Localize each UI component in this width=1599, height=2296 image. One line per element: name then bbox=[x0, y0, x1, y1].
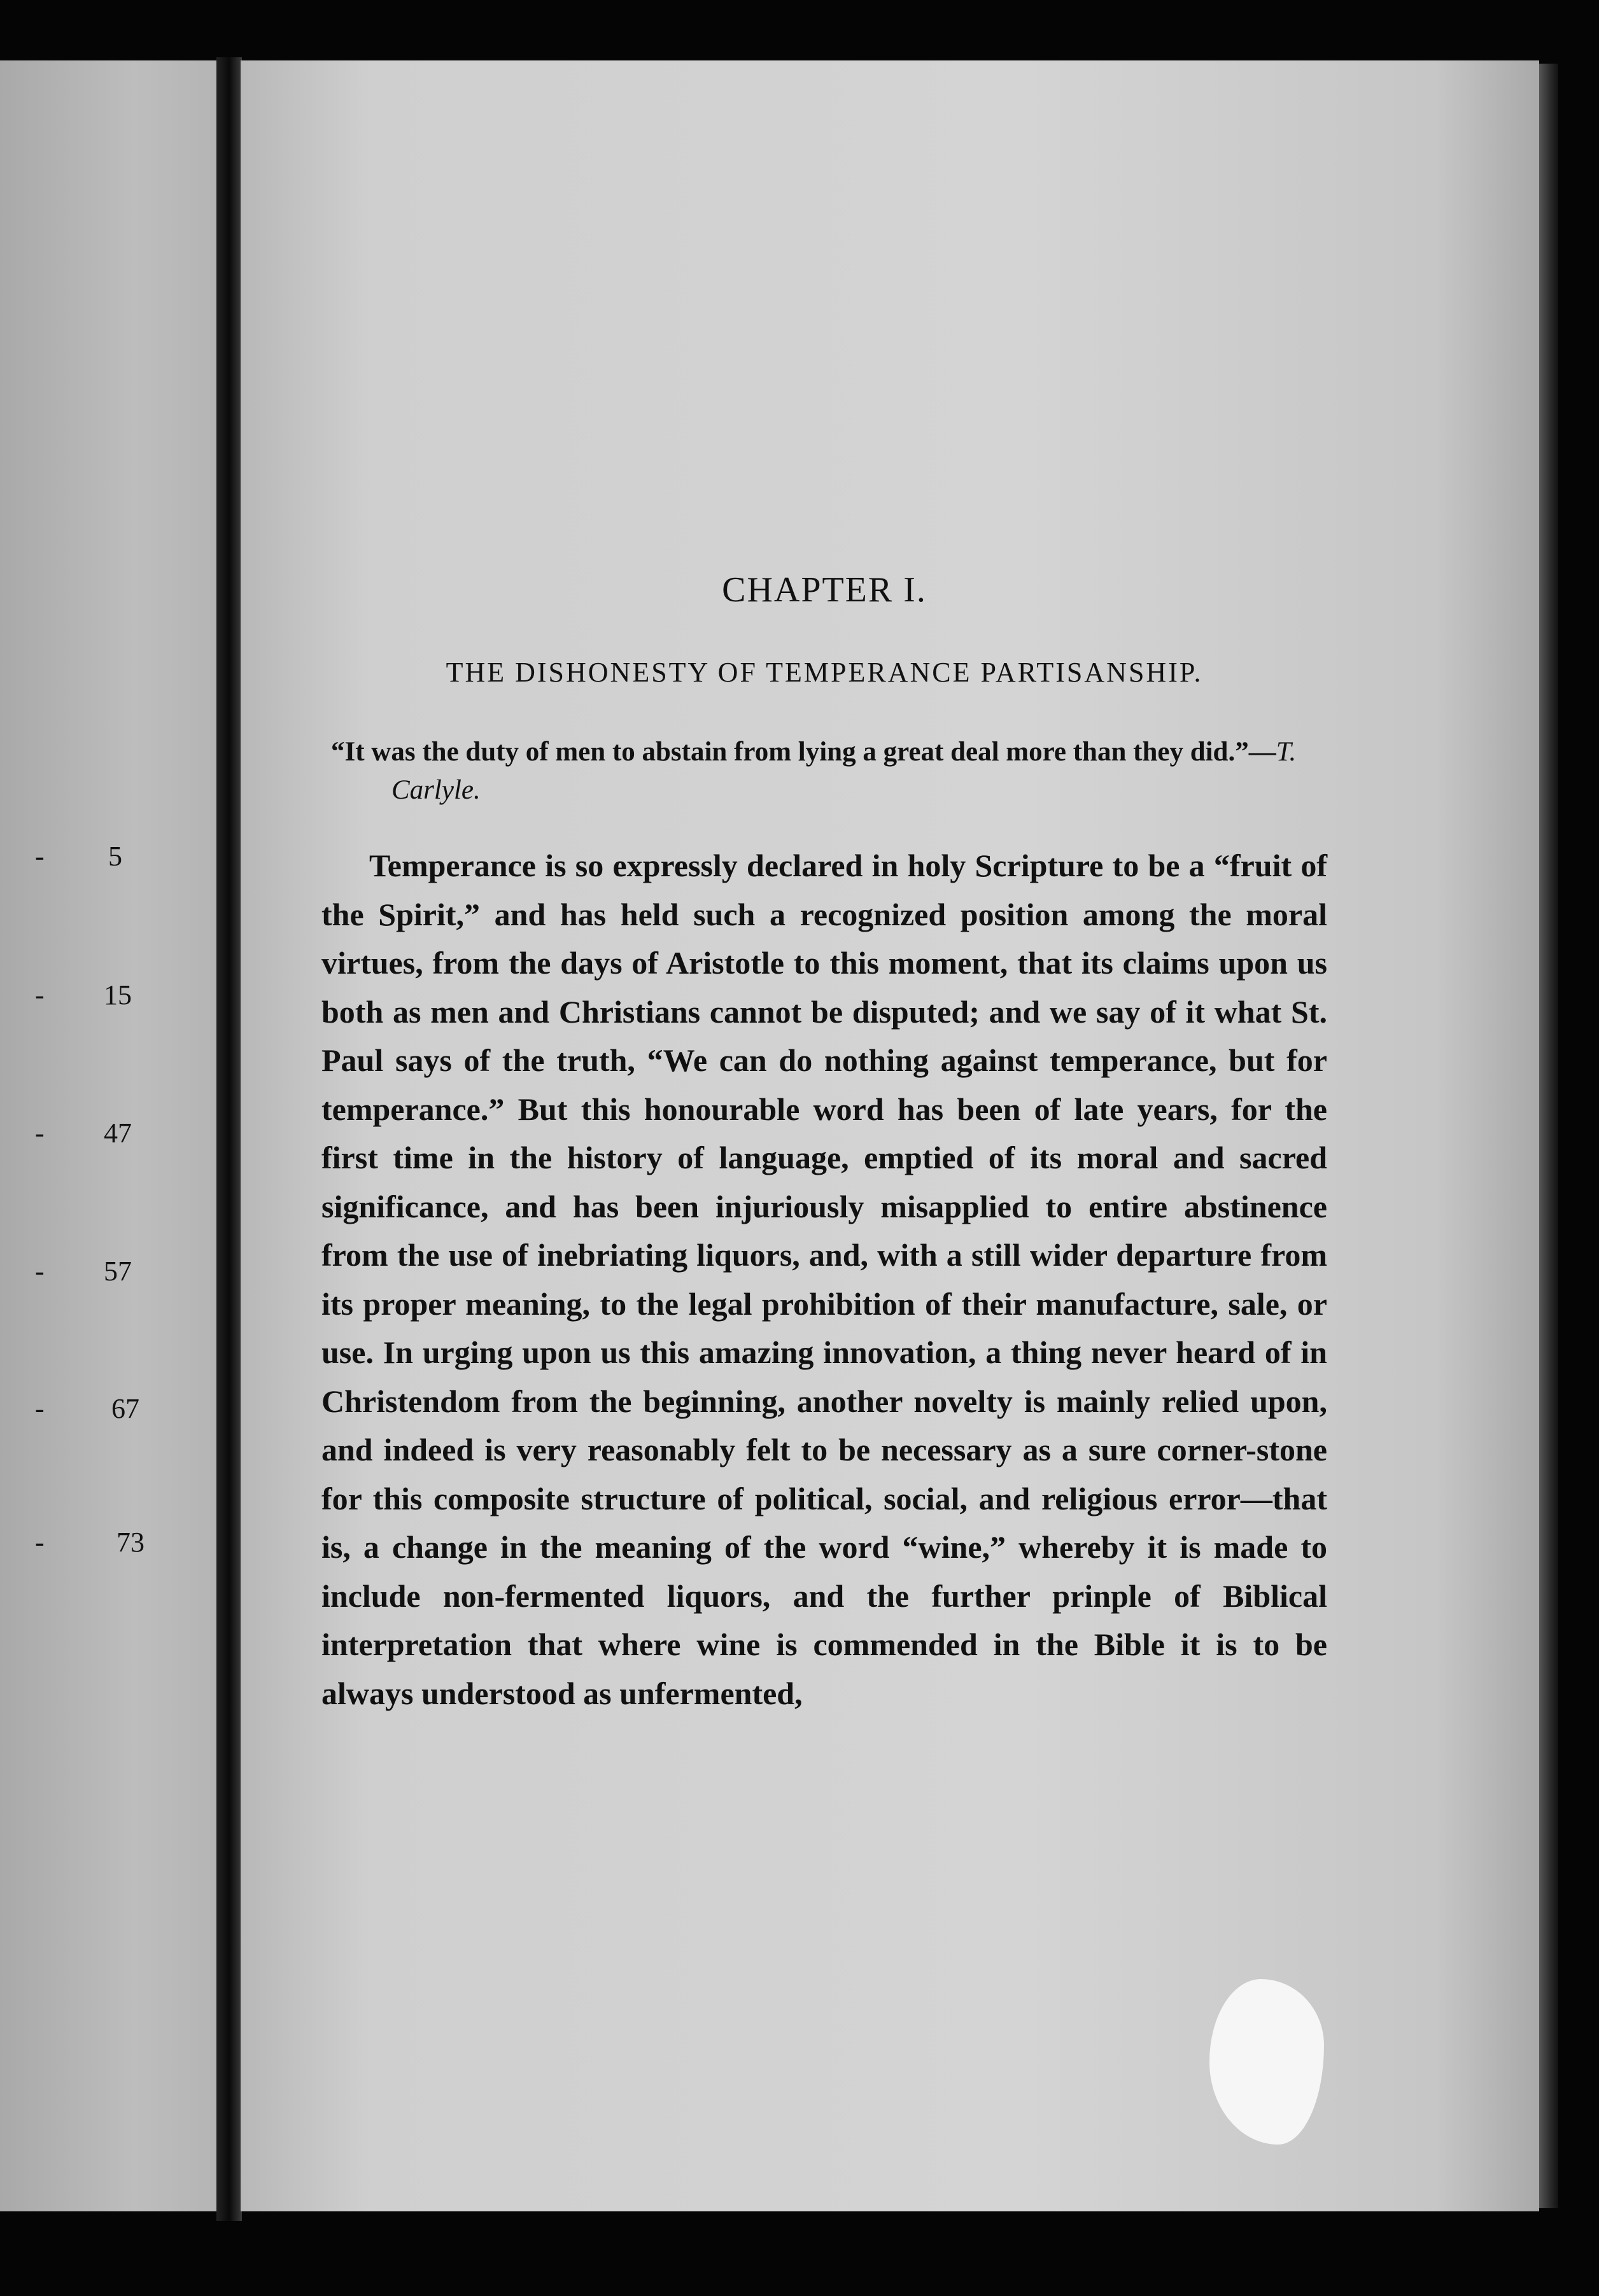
toc-row bbox=[35, 1255, 188, 1293]
toc-leader-dot: - bbox=[35, 841, 45, 872]
book-gutter bbox=[216, 57, 242, 2221]
page-edge-shadow bbox=[1539, 64, 1558, 2208]
toc-leader-dot: - bbox=[35, 1256, 45, 1287]
toc-leader-dot: - bbox=[35, 1393, 45, 1424]
chapter-heading: CHAPTER I. bbox=[722, 570, 927, 610]
toc-leader-dot: - bbox=[35, 1527, 45, 1558]
table-of-contents-page-numbers bbox=[0, 60, 224, 2211]
epigraph-quote: “It was the duty of men to abstain from lying a great deal more than they did.”— bbox=[331, 737, 1276, 767]
toc-row bbox=[35, 979, 188, 1017]
toc-row bbox=[35, 840, 188, 878]
toc-page-number: 47 bbox=[104, 1117, 132, 1149]
body-paragraph: Temperance is so expressly declared in holy Scripture to be a “fruit of the Spirit,” and has held such a recognized position among the moral virtues, from the days of Aristotle to this moment, that its claims upon us both as men and Christians cannot be disputed; and we say of it what St. Paul says of the truth, “We can do nothing against temperance, but for temperance.” But this honourable word has been of late years, for the first time in the history of language, emptied of its moral and sacred significance, and has been injuriously misapplied to entire abstinence from the use of inebriating liquors, and, with a still wider departure from its proper meaning, to the legal prohibition of their manufacture, sale, or use. In urging upon us this amazing innovation, a thing never heard of in Christendom from the beginning, another novelty is mainly relied upon, and indeed is very reasonably felt to be necessary as a sure corner-stone for this composite structure of political, social, and religious error—that is, a change in the meaning of the word “wine,” whereby it is made to include non-fermented liquors, and the further prinple of Biblical interpretation that where wine is commended in the Bible it is to be always understood as unfermented, bbox=[321, 848, 1327, 1711]
toc-leader-dot: - bbox=[35, 1117, 45, 1149]
toc-leader-dot: - bbox=[35, 979, 45, 1011]
toc-row bbox=[35, 1526, 188, 1564]
toc-page-number: 67 bbox=[111, 1393, 139, 1424]
chapter-title: THE DISHONESTY OF TEMPERANCE PARTISANSHIP. bbox=[446, 657, 1203, 688]
toc-row bbox=[35, 1392, 188, 1431]
left-page bbox=[0, 60, 224, 2211]
epigraph bbox=[321, 733, 1327, 809]
toc-page-number: 15 bbox=[104, 979, 132, 1011]
toc-page-number: 5 bbox=[108, 841, 122, 872]
chapter-content bbox=[321, 570, 1327, 1718]
toc-page-number: 57 bbox=[104, 1256, 132, 1287]
toc-page-number: 73 bbox=[116, 1527, 144, 1558]
toc-row bbox=[35, 1117, 188, 1155]
epigraph-author: T. Carlyle. bbox=[391, 737, 1297, 805]
